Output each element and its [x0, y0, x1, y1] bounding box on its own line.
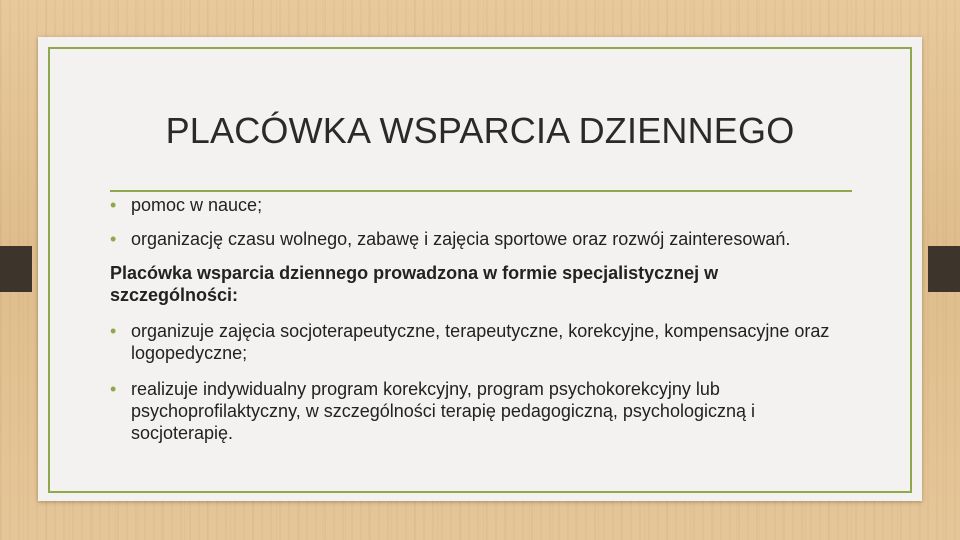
left-tab-decoration	[0, 246, 32, 292]
bullet-icon: •	[110, 321, 117, 341]
slide-title-text: PLACÓWKA WSPARCIA DZIENNEGO	[165, 110, 795, 151]
title-divider	[110, 190, 852, 192]
bullet-text: organizację czasu wolnego, zabawę i zajęcia sportowe oraz rozwój zainteresowań.	[131, 229, 791, 249]
bullet-icon: •	[110, 379, 117, 399]
bullet-icon: •	[110, 195, 117, 215]
slide-content	[110, 193, 850, 444]
slide-title	[0, 110, 960, 152]
bullet-item	[110, 378, 850, 444]
bold-paragraph: Placówka wsparcia dziennego prowadzona w formie specjalistycznej w szczególności:	[110, 263, 719, 305]
bullet-item	[110, 194, 850, 216]
bullet-item	[110, 320, 850, 364]
bullet-item	[110, 228, 850, 250]
bullet-text: pomoc w nauce;	[131, 195, 263, 215]
right-tab-decoration	[928, 246, 960, 292]
bullet-text: organizuje zajęcia socjoterapeutyczne, terapeutyczne, korekcyjne, kompensacyjne oraz logopedyczne;	[131, 321, 830, 363]
bullet-text: realizuje indywidualny program korekcyjny, program psychokorekcyjny lub psychoprofilaktyczny, w szczególności terapię pedagogiczną, psychologiczną i socjoterapię.	[131, 379, 755, 443]
bullet-icon: •	[110, 229, 117, 249]
